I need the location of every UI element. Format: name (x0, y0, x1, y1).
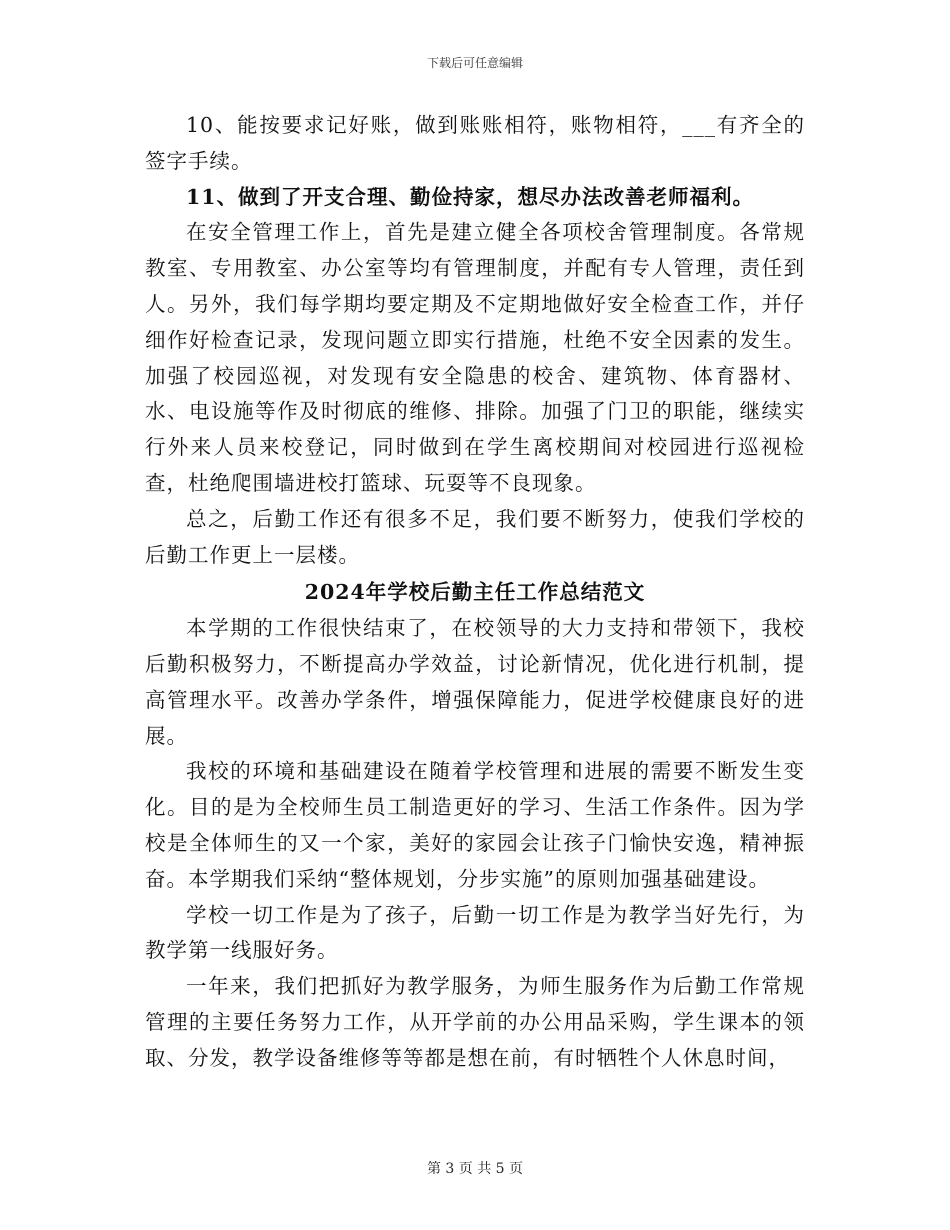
paragraph-summary: 总之，后勤工作还有很多不足，我们要不断努力，使我们学校的后勤工作更上一层楼。 (145, 506, 805, 567)
section-title: 2024年学校后勤主任工作总结范文 (304, 580, 646, 605)
paragraph-year-review: 一年来，我们把抓好为教学服务，为师生服务作为后勤工作常规管理的主要任务努力工作，从开学前的办公用品采购，学生课本的领取、分发，教学设备维修等等都是想在前，有时牺牲个人休息时间， (145, 974, 805, 1070)
page-footer: 第 3 页 共 5 页 (426, 1161, 524, 1177)
paragraph-intro: 本学期的工作很快结束了，在校领导的大力支持和带领下，我校后勤积极努力，不断提高办学效益，讨论新情况，优化进行机制，提高管理水平。改善办学条件，增强保障能力，促进学校健康良好的进展。 (145, 616, 805, 748)
paragraph-item-10: 10、能按要求记好账，做到账账相符，账物相符，___有齐全的签字手续。 (145, 113, 805, 173)
paragraph-serve-teaching: 学校一切工作是为了孩子，后勤一切工作是为教学当好先行，为教学第一线服好务。 (145, 902, 805, 963)
page-header: 下载后可任意编辑 (426, 56, 523, 70)
paragraph-safety-management: 在安全管理工作上，首先是建立健全各项校舍管理制度。各常规教室、专用教室、办公室等均有管理制度，并配有专人管理，责任到人。另外，我们每学期均要定期及不定期地做好安全检查工作，并仔细作好检查记录，发现问题立即实行措施，杜绝不安全因素的发生。加强了校园巡视，对发现有安全隐患的校舍、建筑物、体育器材、水、电设施等作及时彻底的维修、排除。加强了门卫的职能，继续实行外来人员来校登记，同时做到在学生离校期间对校园进行巡视检查，杜绝爬围墙进校打篮球、玩耍等不良现象。 (145, 220, 805, 495)
document-body (145, 108, 805, 1077)
paragraph-item-11: 11、做到了开支合理、勤俭持家，想尽办法改善老师福利。 (186, 184, 755, 209)
paragraph-environment: 我校的环境和基础建设在随着学校管理和进展的需要不断发生变化。目的是为全校师生员工制造更好的学习、生活工作条件。因为学校是全体师生的又一个家，美好的家园会让孩子门愉快安逸，精神振奋。本学期我们采纳“整体规划，分步实施”的原则加强基础建设。 (145, 759, 805, 891)
